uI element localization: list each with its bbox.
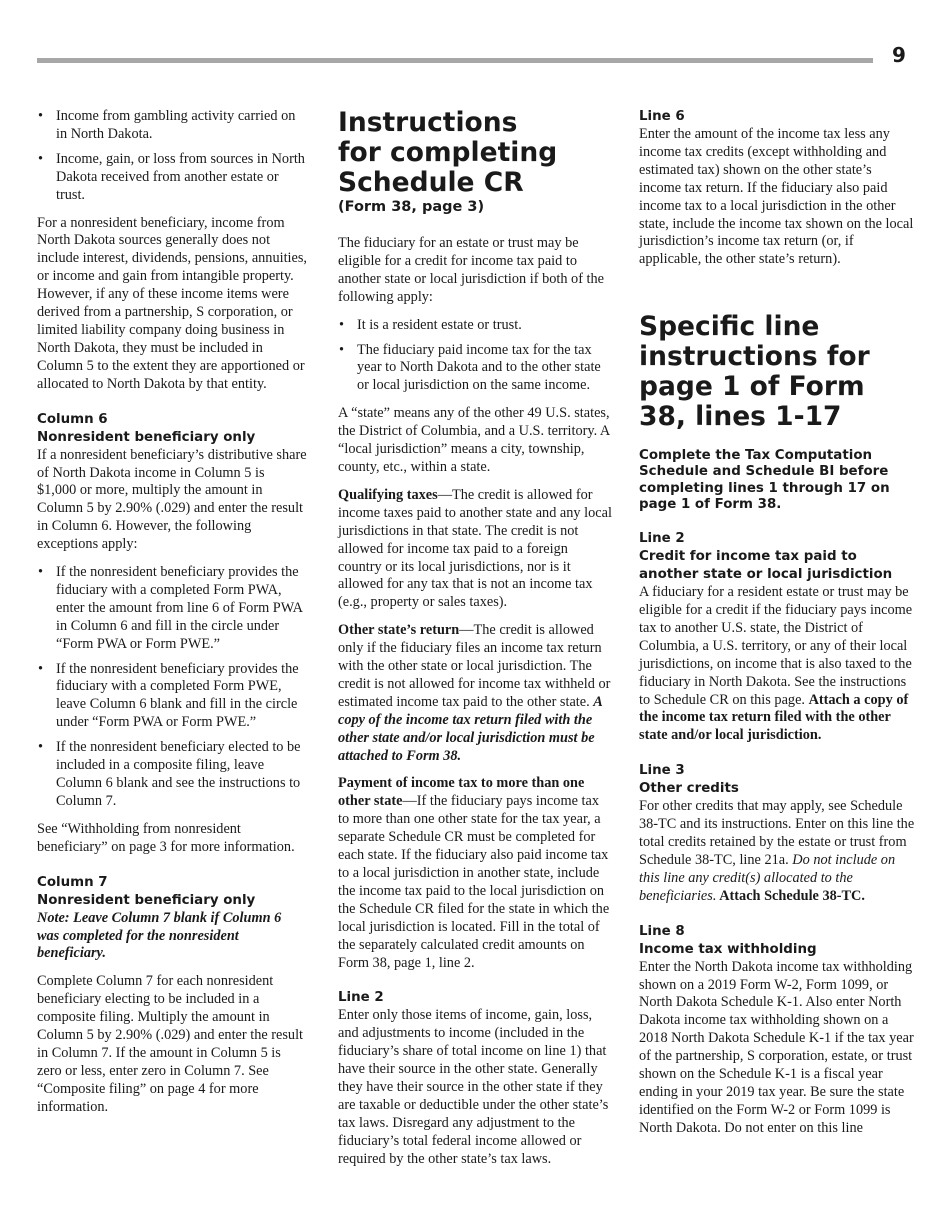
- paragraph-line-8: Enter the North Dakota income tax withholding shown on a 2019 Form W-2, Form 1099, or North Dakota Schedule K-1. Also enter North Dakota income tax withholding shown on a 2018 North Dakota Schedule K-1 if the tax year of the partnership, S corporation, estate, or trust shown on the Schedule K-1 is a fiscal year ending in your 2019 tax year. Be sure the state identified on the Form W-2 or Form 1099 is North Dakota. Do not enter on this line: [639, 958, 914, 1136]
- label-other-state-return: Other state’s return: [338, 622, 460, 639]
- list-item: • If the nonresident beneficiary provides the fiduciary with a completed Form PWE, leave Column 6 blank and fill in the circle under “Form PWA or Form PWE.”: [37, 661, 307, 733]
- paragraph-column-6: If a nonresident beneficiary’s distributive share of North Dakota income in Column 5 is $1,000 or more, multiply the amount in Column 5 by 2.90% (.029) and enter the result in Column 6. However, the following exceptions apply:: [37, 446, 307, 553]
- paragraph-line-6: Enter the amount of the income tax less any income tax credits (except withholding and estimated tax) shown on the other state’s income tax return. If the fiduciary also paid income tax to a local jurisdiction in the other state, include the income tax shown on the local jurisdiction’s income tax return (or, if applicable, the other state’s return).: [639, 126, 914, 268]
- column-left: [37, 108, 307, 1127]
- text-qualifying-taxes: —The credit is allowed for income taxes paid to another state and any local jurisdictions in that state. The credit is not allowed for income tax paid to a foreign country or its local jurisdictions, nor is it allowed for any tax that is not an income tax (e.g., property or sales taxes).: [338, 486, 612, 611]
- section-heading-line-8: Line 8: [639, 923, 685, 939]
- heading-schedule-cr-line2: for completing: [338, 137, 558, 168]
- section-subheading-column-6: Nonresident beneficiary only: [37, 429, 256, 445]
- list-item: • If the nonresident beneficiary elected to be included in a composite filing, leave Column 6 blank and see the instructions to Column 7.: [37, 739, 307, 811]
- emphasis-attach-return: Attach a copy of the income tax return filed with the other state and/or local jurisdiction.: [639, 691, 909, 744]
- bullet-list-income: [37, 108, 307, 205]
- paragraph-state-definition: A “state” means any of the other 49 U.S. states, the District of Columbia, and a U.S. territory. A “local jurisdiction” means a city, township, county, etc., within a state.: [338, 405, 610, 475]
- list-item: • Income, gain, or loss from sources in North Dakota received from another estate or trust.: [37, 151, 307, 205]
- section-heading-line-3: Line 3: [639, 763, 685, 779]
- section-heading-line-2: Line 2: [338, 990, 384, 1006]
- page-number: 9: [892, 43, 906, 67]
- paragraph-line-3: [639, 798, 915, 905]
- note-column-7: Note: Leave Column 7 blank if Column 6 was completed for the nonresident beneficiary.: [37, 909, 282, 962]
- paragraph-column-7: Complete Column 7 for each nonresident beneficiary electing to be included in a composite filing. Multiply the amount in Column 5 by 2.90% (.029) and enter the result in Column 7. If the amount in Column 5 is zero or less, enter zero in Column 7. See “Composite filing” on page 4 for more information.: [37, 973, 304, 1115]
- header-rule: [37, 58, 873, 63]
- label-payment-more-than-one: Payment of income tax to more than one other state: [338, 775, 585, 810]
- column-right: [639, 108, 915, 1148]
- paragraph-other-state-return: [338, 622, 612, 765]
- list-item: • The fiduciary paid income tax for the tax year to North Dakota and to the other state or local jurisdiction on the same income.: [338, 342, 612, 396]
- column-middle: [338, 108, 612, 1179]
- bullet-list-column-6: [37, 564, 307, 811]
- heading-schedule-cr-line3: Schedule CR: [338, 167, 524, 198]
- text-form38-line-2: A fiduciary for a resident estate or trust may be eligible for a credit if the fiduciary pays income tax to another U.S. state, the District of Columbia, a U.S. territory, or any of their local jurisdictions, on income that is also taxed to the fiduciary in North Dakota. See the instructions to Schedule CR on this page.: [639, 584, 913, 708]
- heading-specific-line-instructions: Specific line instructions for page 1 of Form 38, lines 1-17: [639, 311, 870, 433]
- intro-complete-schedules: Complete the Tax Computation Schedule and Schedule BI before completing lines 1 through 17 on page 1 of Form 38.: [639, 448, 890, 512]
- list-item: • Income from gambling activity carried on in North Dakota.: [37, 108, 307, 144]
- section-subheading-line-3: Other credits: [639, 781, 739, 797]
- emphasis-attach-copy: A copy of the income tax return filed with the other state and/or local jurisdiction must be attached to Form 38.: [338, 693, 603, 764]
- paragraph-qualifying-taxes: [338, 487, 612, 612]
- bullet-list-conditions: [338, 317, 612, 396]
- paragraph-payment-more-than-one: [338, 775, 612, 972]
- paragraph-nonresident-income: For a nonresident beneficiary, income from North Dakota sources generally does not include interest, dividends, pensions, annuities, or income and gain from intangible property. However, if any of these income items were derived from a partnership, S corporation, or limited liability company doing business in North Dakota, they must be included in Column 5 to the extent they are apportioned or allocated to North Dakota by that entity.: [37, 214, 308, 392]
- text-payment-more-than-one: —If the fiduciary pays income tax to more than one other state for the tax year, a separate Schedule CR must be completed for each state. If the fiduciary also paid income tax to a local jurisdiction in another state, include the income tax paid to the local jurisdiction on the Schedule CR filed for the state in which the local jurisdiction is located. Fill in the total of the separately calculated credit amounts on Form 38, page 1, line 2.: [338, 793, 610, 971]
- italic-do-not-include: Do not include on this line any credit(s) allocated to the beneficiaries.: [639, 851, 896, 904]
- emphasis-attach-schedule: Attach Schedule 38-TC.: [716, 887, 865, 904]
- section-subheading-form38-line-2: Credit for income tax paid to another state or local jurisdiction: [639, 549, 893, 583]
- paragraph-line-2: Enter only those items of income, gain, loss, and adjustments to income (included in the fiduciary’s share of total income on line 1) that have their source in the other state. Generally they have their source in the other state if they are taxable or deductible under the other state’s tax laws. Disregard any adjustment to the fiduciary’s total federal income allowed or required by the other state’s tax laws.: [338, 1007, 609, 1167]
- heading-schedule-cr-subtitle: (Form 38, page 3): [338, 199, 485, 215]
- section-subheading-line-8: Income tax withholding: [639, 941, 817, 957]
- paragraph-see-withholding: See “Withholding from nonresident beneficiary” on page 3 for more information.: [37, 820, 295, 855]
- text-line-3: For other credits that may apply, see Schedule 38-TC and its instructions. Enter on this line the total credits retained by the estate or trust from Schedule 38-TC, line 21a.: [639, 798, 915, 868]
- section-heading-form38-line-2: Line 2: [639, 531, 685, 547]
- paragraph-form38-line-2: [639, 584, 915, 745]
- text-other-state-return: —The credit is allowed only if the fiduciary files an income tax return with the other state or local jurisdiction. The credit is not allowed for income tax withheld or estimated income tax paid to the other state.: [338, 622, 611, 710]
- label-qualifying-taxes: Qualifying taxes: [338, 486, 438, 503]
- list-item: • It is a resident estate or trust.: [338, 317, 612, 335]
- paragraph-intro: The fiduciary for an estate or trust may be eligible for a credit for income tax paid to another state or local jurisdiction if both of the following apply:: [338, 235, 605, 305]
- heading-schedule-cr-line1: Instructions: [338, 107, 518, 138]
- section-subheading-column-7: Nonresident beneficiary only: [37, 892, 256, 908]
- list-item: • If the nonresident beneficiary provides the fiduciary with a completed Form PWA, enter the amount from line 6 of Form PWA in Column 6 and fill in the circle under “Form PWA or Form PWE.”: [37, 564, 307, 654]
- section-heading-line-6: Line 6: [639, 109, 685, 124]
- section-heading-column-6: Column 6: [37, 411, 108, 427]
- section-heading-column-7: Column 7: [37, 874, 108, 890]
